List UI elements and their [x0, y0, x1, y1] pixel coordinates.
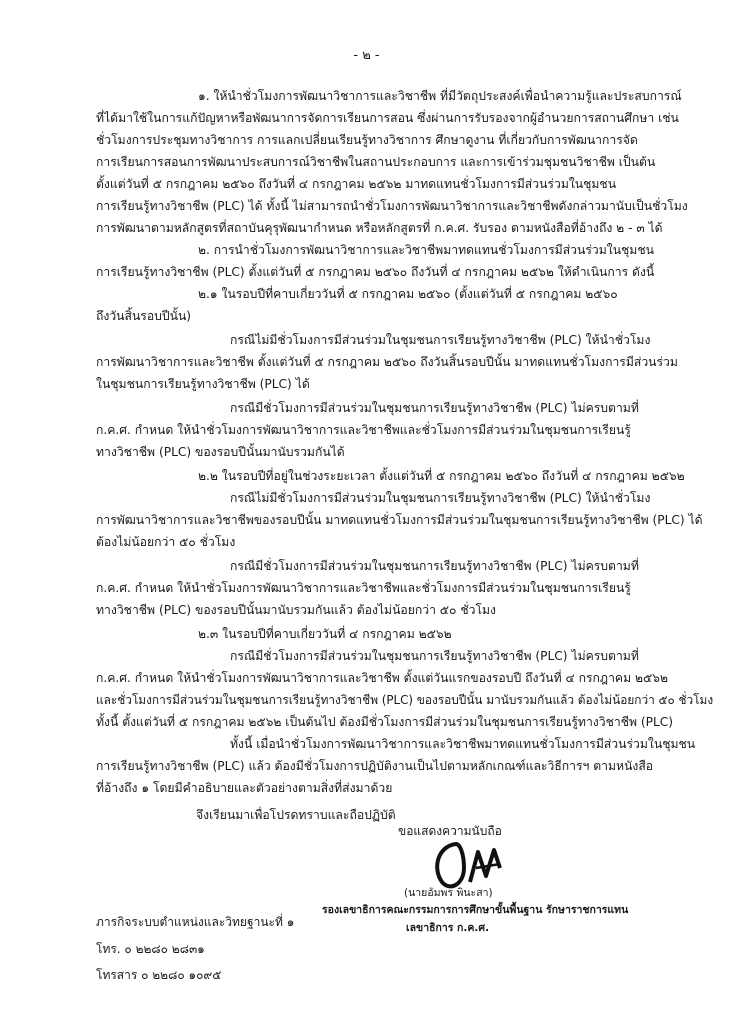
paragraph-line: ๒.๑ ในรอบปีที่คาบเกี่ยววันที่ ๕ กรกฎาคม ๒๕๖๐ (ตั้งแต่วันที่ ๕ กรกฎาคม ๒๕๖๐: [198, 287, 618, 301]
telephone-line: โทร. ๐ ๒๒๘๐ ๒๘๓๑: [96, 942, 205, 956]
regards-line: ขอแสดงความนับถือ: [398, 824, 502, 838]
paragraph-line: กรณีไม่มีชั่วโมงการมีส่วนร่วมในชุมชนการเรียนรู้ทางวิชาชีพ (PLC) ให้นำชั่วโมง: [230, 333, 651, 347]
department-line: ภารกิจระบบตำแหน่งและวิทยฐานะที่ ๑: [96, 915, 295, 929]
page-number: - ๒ -: [353, 48, 380, 63]
paragraph-line: ต้องไม่น้อยกว่า ๕๐ ชั่วโมง: [96, 535, 236, 549]
paragraph-line: การพัฒนาตามหลักสูตรที่สถาบันคุรุพัฒนากำหนด หรือหลักสูตรที่ ก.ค.ศ. รับรอง ตามหนังสือที่อ้างถึง ๒ - ๓ ได้: [96, 221, 663, 235]
signer-name: (นายอัมพร พินะสา): [404, 887, 493, 899]
paragraph-line: การเรียนรู้ทางวิชาชีพ (PLC) แล้ว ต้องมีชั่วโมงการปฏิบัติงานเป็นไปตามหลักเกณฑ์และวิธีการฯ ตามหนังสือ: [96, 759, 654, 773]
paragraph-line: ทั้งนี้ เมื่อนำชั่วโมงการพัฒนาวิชาการและวิชาชีพมาทดแทนชั่วโมงการมีส่วนร่วมในชุมชน: [230, 737, 696, 751]
signer-position-secondary: เลขาธิการ ก.ค.ศ.: [406, 922, 490, 934]
paragraph-line: ก.ค.ศ. กำหนด ให้นำชั่วโมงการพัฒนาวิชาการและวิชาชีพและชั่วโมงการมีส่วนร่วมในชุมชนการเรียนรู้: [96, 423, 631, 437]
paragraph-line: และชั่วโมงการมีส่วนร่วมในชุมชนการเรียนรู้ทางวิชาชีพ (PLC) ของรอบปีนั้น มานับรวมกันแล้ว ต้องไม่น้อยกว่า ๕๐ ชั่วโมง: [96, 693, 714, 707]
paragraph-line: ก.ค.ศ. กำหนด ให้นำชั่วโมงการพัฒนาวิชาการและวิชาชีพ ตั้งแต่วันแรกของรอบปี ถึงวันที่ ๔ กรกฎาคม ๒๕๖๒: [96, 671, 669, 685]
paragraph-line: ๒.๓ ในรอบปีที่คาบเกี่ยววันที่ ๔ กรกฎาคม ๒๕๖๒: [198, 627, 452, 641]
closing-line: จึงเรียนมาเพื่อโปรดทราบและถือปฏิบัติ: [196, 808, 396, 822]
paragraph-line: ทางวิชาชีพ (PLC) ของรอบปีนั้นมานับรวมกันได้: [96, 445, 345, 459]
paragraph-line: กรณีไม่มีชั่วโมงการมีส่วนร่วมในชุมชนการเรียนรู้ทางวิชาชีพ (PLC) ให้นำชั่วโมง: [230, 491, 651, 505]
paragraph-line: ทั้งนี้ ตั้งแต่วันที่ ๕ กรกฎาคม ๒๕๖๒ เป็นต้นไป ต้องมีชั่วโมงการมีส่วนร่วมในชุมชนการเรียนรู้ทางวิชาชีพ (PLC): [96, 715, 674, 729]
paragraph-line: ที่อ้างถึง ๑ โดยมีคำอธิบายและตัวอย่างตามสิ่งที่ส่งมาด้วย: [96, 781, 393, 795]
paragraph-line: ๒. การนำชั่วโมงการพัฒนาวิชาการและวิชาชีพมาทดแทนชั่วโมงการมีส่วนร่วมในชุมชน: [198, 243, 654, 257]
paragraph-line: กรณีมีชั่วโมงการมีส่วนร่วมในชุมชนการเรียนรู้ทางวิชาชีพ (PLC) ไม่ครบตามที่: [230, 649, 639, 663]
paragraph-line: กรณีมีชั่วโมงการมีส่วนร่วมในชุมชนการเรียนรู้ทางวิชาชีพ (PLC) ไม่ครบตามที่: [230, 559, 639, 573]
paragraph-line: การเรียนรู้ทางวิชาชีพ (PLC) ตั้งแต่วันที่ ๕ กรกฎาคม ๒๕๖๐ ถึงวันที่ ๔ กรกฎาคม ๒๕๖๒ ให้ดำเนินการ ดังนี้: [96, 265, 655, 279]
paragraph-line: ในชุมชนการเรียนรู้ทางวิชาชีพ (PLC) ได้: [96, 377, 310, 391]
paragraph-line: กรณีมีชั่วโมงการมีส่วนร่วมในชุมชนการเรียนรู้ทางวิชาชีพ (PLC) ไม่ครบตามที่: [230, 401, 639, 415]
paragraph-line: ๒.๒ ในรอบปีที่อยู่ในช่วงระยะเวลา ตั้งแต่วันที่ ๕ กรกฎาคม ๒๕๖๐ ถึงวันที่ ๔ กรกฎาคม ๒๕๖๒: [198, 469, 685, 483]
paragraph-line: การพัฒนาวิชาการและวิชาชีพ ตั้งแต่วันที่ ๕ กรกฎาคม ๒๕๖๐ ถึงวันสิ้นรอบปีนั้น มาทดแทนชั่วโมงการมีส่วนร่วม: [96, 355, 678, 369]
paragraph-line: ที่ได้มาใช้ในการแก้ปัญหาหรือพัฒนาการจัดการเรียนการสอน ซึ่งผ่านการรับรองจากผู้อำนวยการสถานศึกษา เช่น: [96, 111, 679, 125]
paragraph-line: ชั่วโมงการประชุมทางวิชาการ การแลกเปลี่ยนเรียนรู้ทางวิชาการ ศึกษาดูงาน ที่เกี่ยวกับการพัฒนาการจัด: [96, 133, 638, 147]
paragraph-line: ก.ค.ศ. กำหนด ให้นำชั่วโมงการพัฒนาวิชาการและวิชาชีพและชั่วโมงการมีส่วนร่วมในชุมชนการเรียนรู้: [96, 581, 631, 595]
paragraph-line: ๑. ให้นำชั่วโมงการพัฒนาวิชาการและวิชาชีพ ที่มีวัตถุประสงค์เพื่อนำความรู้และประสบการณ์: [198, 89, 682, 103]
paragraph-line: การพัฒนาวิชาการและวิชาชีพของรอบปีนั้น มาทดแทนชั่วโมงการมีส่วนร่วมในชุมชนการเรียนรู้ทางวิชาชีพ (PLC) ได้: [96, 513, 703, 527]
fax-line: โทรสาร ๐ ๒๒๘๐ ๑๐๙๕: [96, 968, 222, 982]
signer-position: รองเลขาธิการคณะกรรมการการศึกษาขั้นพื้นฐาน รักษาราชการแทน: [322, 904, 629, 916]
paragraph-line: ถึงวันสิ้นรอบปีนั้น): [96, 309, 192, 323]
paragraph-line: ตั้งแต่วันที่ ๕ กรกฎาคม ๒๕๖๐ ถึงวันที่ ๔ กรกฎาคม ๒๕๖๒ มาทดแทนชั่วโมงการมีส่วนร่วมในชุมชน: [96, 177, 617, 191]
paragraph-line: การเรียนรู้ทางวิชาชีพ (PLC) ได้ ทั้งนี้ ไม่สามารถนำชั่วโมงการพัฒนาวิชาการและวิชาชีพดังกล่าวมานับเป็นชั่วโมง: [96, 199, 688, 213]
paragraph-line: ทางวิชาชีพ (PLC) ของรอบปีนั้นมานับรวมกันแล้ว ต้องไม่น้อยกว่า ๕๐ ชั่วโมง: [96, 603, 496, 617]
paragraph-line: การเรียนการสอนการพัฒนาประสบการณ์วิชาชีพในสถานประกอบการ และการเข้าร่วมชุมชนวิชาชีพ เป็นต้น: [96, 155, 656, 169]
